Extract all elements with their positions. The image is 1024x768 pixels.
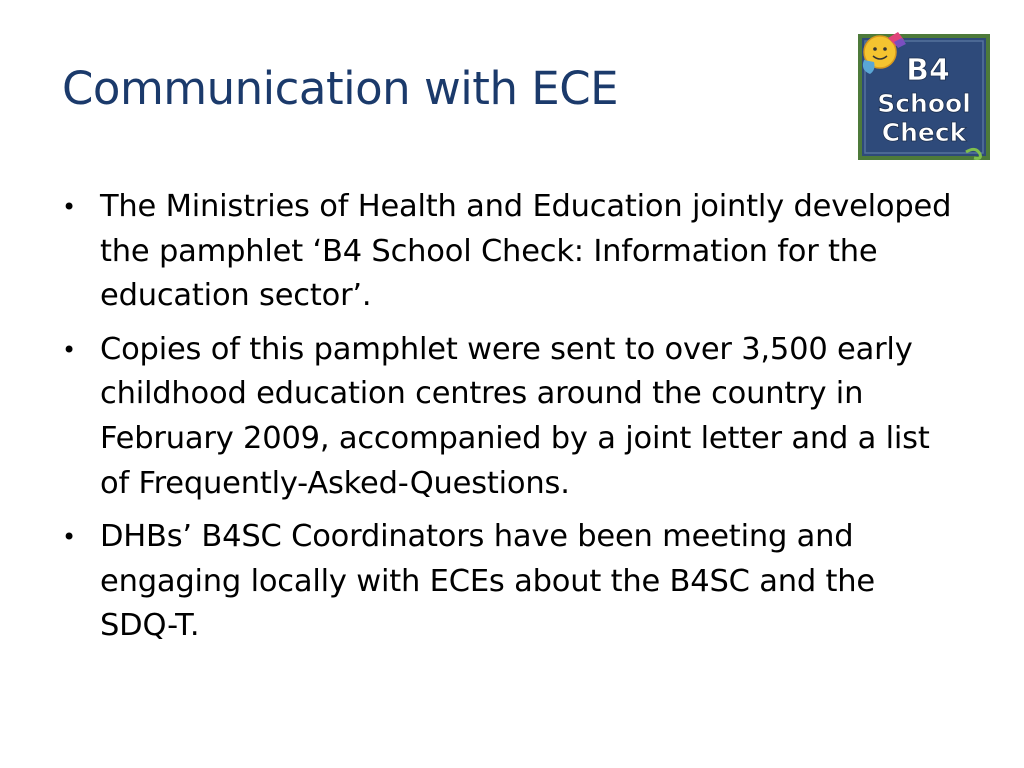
b4-school-check-logo bbox=[858, 24, 990, 160]
bullet-item bbox=[62, 515, 962, 649]
logo-line-1: B4 bbox=[906, 53, 950, 88]
logo-line-2: School bbox=[877, 89, 971, 118]
bullet-glyph: • bbox=[62, 335, 76, 364]
slide-title: Communication with ECE bbox=[62, 62, 619, 115]
bullet-glyph: • bbox=[62, 523, 76, 552]
bullet-item bbox=[62, 328, 962, 506]
bullet-item bbox=[62, 185, 962, 319]
logo-line-3: Check bbox=[881, 118, 967, 147]
bullet-glyph: • bbox=[62, 193, 76, 221]
bullet-text: The Ministries of Health and Education jointly developed the pamphlet ‘B4 School Check: Information for the education sector’. bbox=[100, 189, 952, 314]
bullet-list bbox=[62, 185, 962, 658]
bullet-text: Copies of this pamphlet were sent to over 3,500 early childhood education centres around the country in February 2009, accompanied by a joint letter and a list of Frequently-Asked-Questions. bbox=[100, 331, 930, 501]
bullet-text: DHBs’ B4SC Coordinators have been meeting and engaging locally with ECEs about the B4SC and the SDQ-T. bbox=[100, 519, 875, 644]
